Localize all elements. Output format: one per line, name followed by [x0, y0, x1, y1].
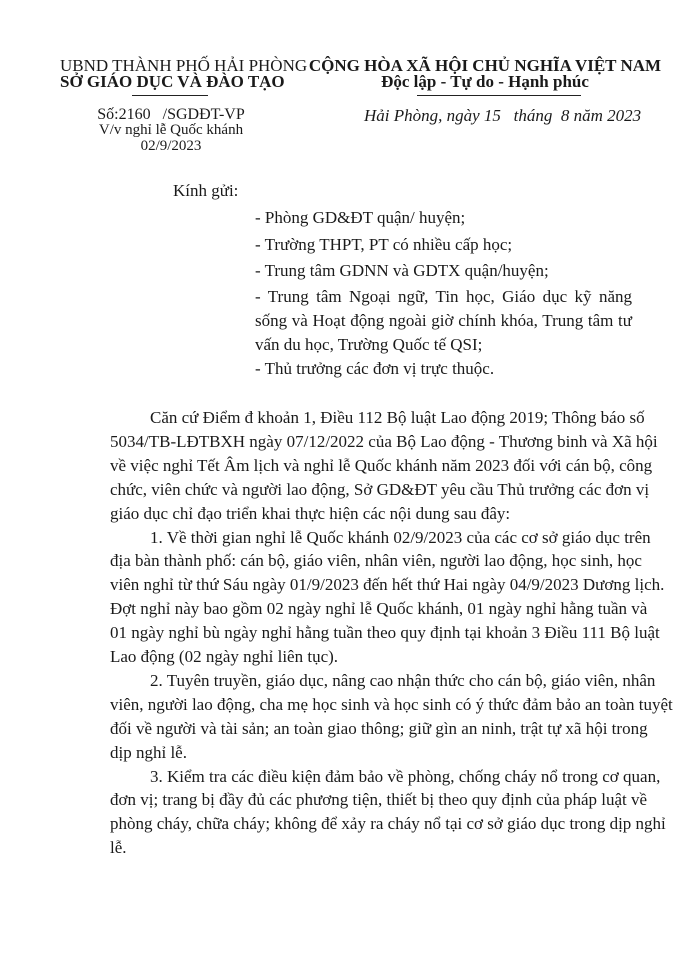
paragraph-line: địa bàn thành phố: cán bộ, giáo viên, nhân viên, người lao động, học sinh, học — [110, 551, 642, 571]
recipient-line: sống và Hoạt động ngoài giờ chính khóa, Trung tâm tư — [255, 311, 632, 330]
paragraph-line: về việc nghỉ Tết Âm lịch và nghỉ lễ Quốc khánh năm 2023 đối với cán bộ, công — [110, 455, 653, 475]
paragraph-line: 01 ngày nghỉ bù ngày nghỉ hằng tuần theo quy định tại khoản 3 Điều 111 Bộ luật — [110, 623, 660, 643]
document-subject: V/v nghỉ lễ Quốc khánh — [98, 122, 244, 138]
paragraph-line: 3. Kiểm tra các điều kiện đảm bảo về phòng, chống cháy nổ trong cơ quan, — [150, 766, 661, 786]
paragraph-line: 5034/TB-LĐTBXH ngày 07/12/2022 của Bộ Lao động - Thương binh và Xã hội — [110, 431, 658, 451]
paragraph-line: Đợt nghỉ này bao gồm 02 ngày nghỉ lễ Quốc khánh, 01 ngày nghỉ hằng tuần và — [110, 599, 648, 619]
motto-underline — [417, 95, 581, 96]
paragraph-line: phòng cháy, chữa cháy; không để xảy ra cháy nổ tại cơ sở giáo dục trong dịp nghỉ — [110, 814, 666, 834]
paragraph-line: chức, viên chức và người lao động, Sở GD&ĐT yêu cầu Thủ trưởng các đơn vị — [110, 479, 650, 499]
paragraph-line: dịp nghỉ lễ. — [110, 742, 187, 762]
paragraph-line: đơn vị; trang bị đầy đủ các phương tiện, thiết bị theo quy định của pháp luật về — [110, 790, 648, 810]
paragraph-line: viên, người lao động, cha mẹ học sinh và học sinh có ý thức đảm bảo an toàn tuyệt — [110, 694, 673, 714]
agency-underline — [132, 95, 208, 96]
issue-date: Hải Phòng, ngày 15 tháng 8 năm 2023 — [364, 106, 642, 125]
national-motto: Độc lập - Tự do - Hạnh phúc — [381, 72, 589, 91]
document-subject-date: 02/9/2023 — [140, 138, 202, 154]
issuing-agency: SỞ GIÁO DỤC VÀ ĐÀO TẠO — [60, 72, 285, 91]
country-name: CỘNG HÒA XÃ HỘI CHỦ NGHĨA VIỆT NAM — [308, 56, 662, 75]
recipient-line: - Trung tâm GDNN và GDTX quận/huyện; — [255, 261, 549, 280]
document-number: Số:2160 /SGDĐT-VP — [97, 106, 245, 123]
recipient-line: vấn du học, Trường Quốc tế QSI; — [255, 335, 483, 354]
recipient-line: - Trung tâm Ngoại ngữ, Tin học, Giáo dục kỹ năng — [255, 287, 632, 306]
recipient-line: - Trường THPT, PT có nhiều cấp học; — [255, 235, 513, 254]
recipients-label: Kính gửi: — [173, 181, 239, 200]
paragraph-line: lễ. — [110, 838, 127, 858]
paragraph-line: 2. Tuyên truyền, giáo dục, nâng cao nhận thức cho cán bộ, giáo viên, nhân — [150, 670, 656, 690]
paragraph-line: giáo dục chỉ đạo triển khai thực hiện các nội dung sau đây: — [110, 503, 511, 523]
paragraph-line: viên nghỉ từ thứ Sáu ngày 01/9/2023 đến hết thứ Hai ngày 04/9/2023 Dương lịch. — [110, 575, 665, 595]
paragraph-line: Lao động (02 ngày nghỉ liên tục). — [110, 647, 339, 666]
paragraph-line: 1. Về thời gian nghỉ lễ Quốc khánh 02/9/2023 của các cơ sở giáo dục trên — [150, 527, 651, 547]
recipient-line: - Phòng GD&ĐT quận/ huyện; — [255, 208, 466, 227]
issuing-authority: UBND THÀNH PHỐ HẢI PHÒNG — [60, 56, 308, 75]
recipient-line: - Thủ trưởng các đơn vị trực thuộc. — [255, 359, 495, 378]
paragraph-line: Căn cứ Điểm đ khoản 1, Điều 112 Bộ luật Lao động 2019; Thông báo số — [150, 408, 645, 427]
paragraph-line: đối về người và tài sản; an toàn giao thông; giữ gìn an ninh, trật tự xã hội trong — [110, 718, 648, 738]
